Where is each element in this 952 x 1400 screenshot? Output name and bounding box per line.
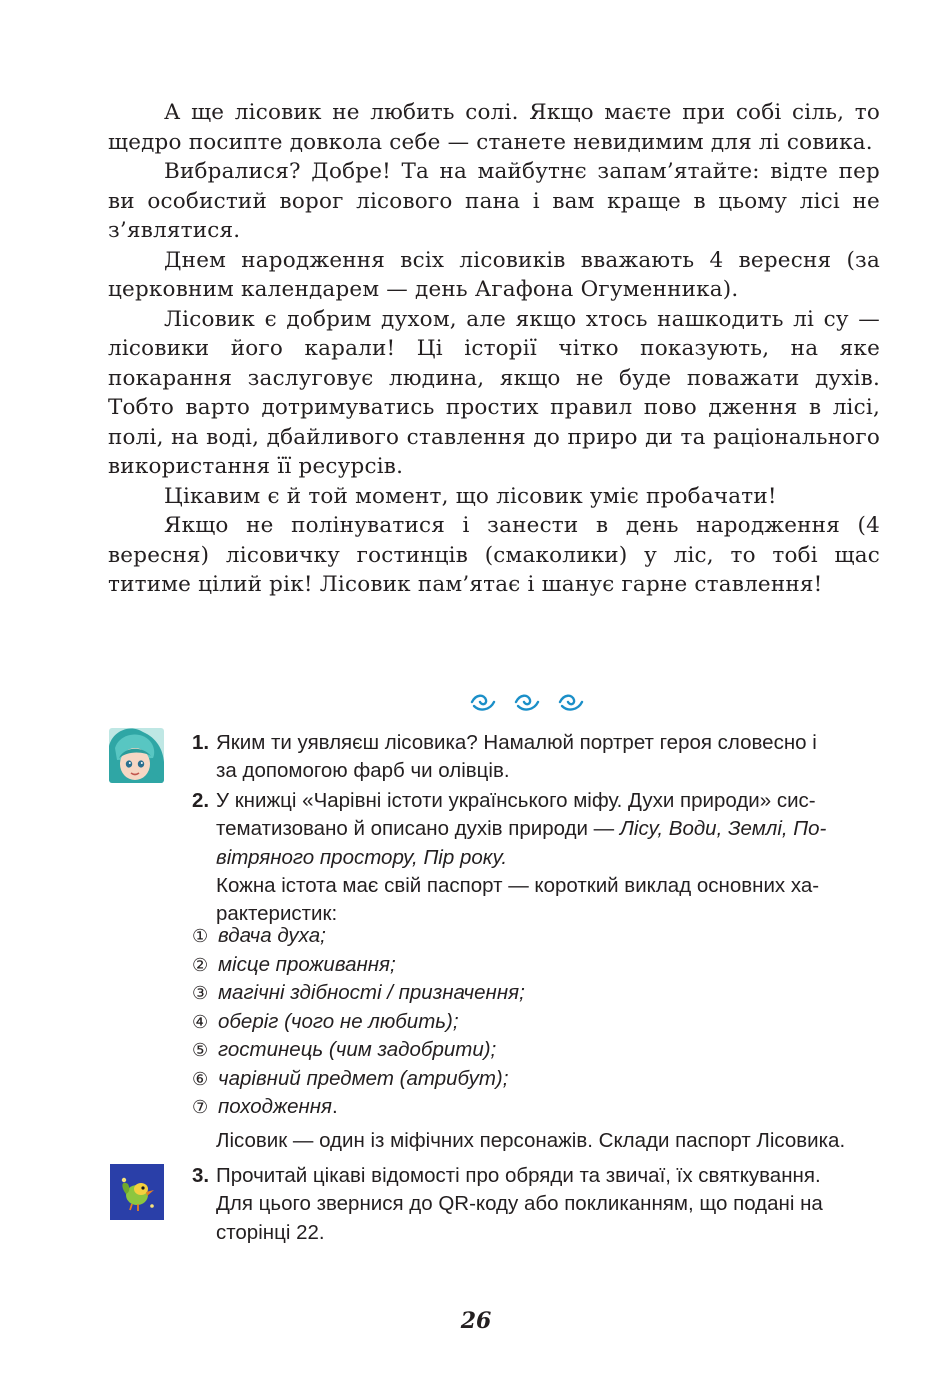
list-marker: ④ <box>192 1011 209 1033</box>
task-2 <box>192 787 882 928</box>
list-item <box>192 1093 792 1122</box>
list-item <box>192 1036 792 1065</box>
task-text: Яким ти уявляєш лісовика? Намалюй портрет героя словесно і <box>216 731 817 754</box>
task-text-italic: вітряного простору, Пір року. <box>216 845 508 869</box>
story-text <box>108 98 880 600</box>
line: яке покарання заслуговує людина, якщо не буде поважати <box>108 336 880 391</box>
list-marker: ⑤ <box>192 1040 209 1061</box>
line: Лісовик є добрим духом, але якщо хтось нашкодить лі <box>164 306 815 332</box>
task-text: Прочитай цікаві відомості про обряди та звичаї, їх святкування. <box>216 1164 821 1187</box>
line: А ще лісовик не любить солі. Якщо маєте при собі сіль, <box>164 100 855 125</box>
list-marker: ⑥ <box>192 1068 209 1090</box>
bird-character-icon <box>110 1164 164 1220</box>
line: титиме цілий рік! Лісовик пам’ятає і шанує гарне ставлення! <box>108 572 823 597</box>
task-text: за допомогою фарб чи олівців. <box>216 759 510 783</box>
line: Вибралися? Добре! Та на майбутнє запам’ятайте: відте <box>164 159 829 184</box>
task-line <box>192 1162 882 1190</box>
task-3 <box>192 1162 882 1247</box>
task-line <box>192 787 882 815</box>
task-text: тематизовано й описано духів природи — <box>216 817 620 841</box>
line: лісі не з’являтися. <box>108 188 880 243</box>
page-number: 26 <box>460 1308 492 1334</box>
list-item-text: магічні здібності / призначення; <box>218 981 525 1004</box>
line: пер ви особистий ворог лісового пана і вам краще в цьому <box>108 159 881 214</box>
task-1 <box>192 729 882 786</box>
line: совика. <box>786 129 873 155</box>
line: духів. Тобто варто дотримуватись простих правил пово <box>108 365 880 420</box>
paragraph <box>108 305 880 482</box>
list-item-text: походження <box>218 1095 333 1118</box>
list-item <box>192 979 792 1008</box>
paragraph <box>108 482 880 512</box>
line: то щедро посипте довкола себе — станете невидимим для лі <box>108 100 880 155</box>
paragraph <box>108 511 880 600</box>
task-number: 3. <box>192 1164 210 1187</box>
task-text-italic: Лісу, Води, Землі, По- <box>619 817 827 841</box>
list-marker: ③ <box>192 983 209 1004</box>
list-item-text: місце проживання; <box>218 952 396 976</box>
list-item-text: чарівний предмет (атрибут); <box>218 1066 509 1090</box>
line: (за церковним календарем — день Агафона Огуменника). <box>108 247 880 302</box>
list-marker: ⑦ <box>192 1097 209 1118</box>
task-number: 2. <box>192 789 210 812</box>
task-line <box>192 815 882 843</box>
task-note: Лісовик — один із міфічних персонажів. Склади паспорт Лісовика. <box>216 1129 846 1152</box>
list-item <box>192 1008 792 1037</box>
paragraph <box>108 98 880 157</box>
paragraph <box>108 246 880 305</box>
list-item-text: гостинець (чим задобрити); <box>218 1038 497 1061</box>
task-number: 1. <box>192 731 210 754</box>
ornament-divider-icon <box>466 686 596 714</box>
list-item-tail: . <box>332 1095 338 1118</box>
task-text: сторінці 22. <box>216 1220 325 1244</box>
task-text: рактеристик: <box>216 902 338 926</box>
task-line <box>192 729 882 757</box>
list-item-text: вдача духа; <box>218 924 326 947</box>
line: Якщо не полінуватися і занести в день народження <box>164 513 858 538</box>
girl-character-icon <box>109 728 164 783</box>
line: ди та раціонального використання її ресурсів. <box>108 424 880 479</box>
list-item-text: оберіг (чого не любить); <box>218 1009 459 1033</box>
passport-list <box>192 922 792 1122</box>
list-item <box>192 951 792 980</box>
line: (4 вересня) лісовичку гостинців (смаколики) у ліс, то тобі щас <box>108 513 880 568</box>
paragraph <box>108 157 880 246</box>
task-text: Кожна істота має свій паспорт — короткий виклад основних ха- <box>216 873 820 897</box>
list-item <box>192 1065 792 1094</box>
line: су — лісовики його карали! Ці історії чітко показують, на <box>108 306 880 361</box>
task-text: Для цього звернися до QR-коду або покликанням, що подані на <box>216 1192 823 1216</box>
list-marker: ② <box>192 954 209 976</box>
list-marker: ① <box>192 926 209 947</box>
list-item <box>192 922 792 951</box>
line: дження в лісі, полі, на воді, дбайливого ставлення до приро <box>108 395 880 450</box>
task-text: У книжці «Чарівні істоти українського міфу. Духи природи» сис- <box>216 789 816 812</box>
line: Днем народження всіх лісовиків вважають 4 вересня <box>164 247 847 273</box>
line: Цікавим є й той момент, що лісовик уміє пробачати! <box>164 483 777 509</box>
